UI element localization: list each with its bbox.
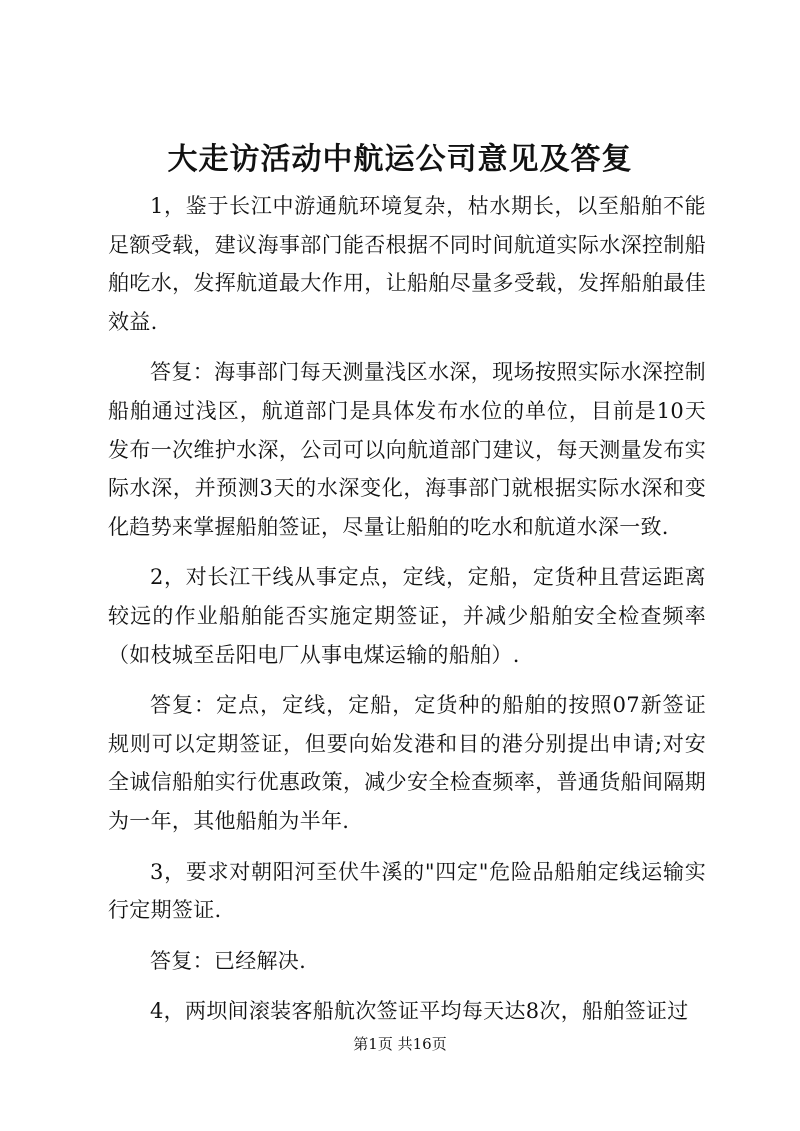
document-title: 大走访活动中航运公司意见及答复 [167,142,633,177]
paragraph-2: 答复：海事部门每天测量浅区水深，现场按照实际水深控制船舶通过浅区，航道部门是具体发布水位的单位，目前是10天发布一次维护水深，公司可以向航道部门建议，每天测量发布实际水深，并预测3天的水深变化，海事部门就根据实际水深和变化趋势来掌握船舶签证，尽量让船舶的吃水和航道水深一致. [108,360,706,539]
page-footer: 第1页 共16页 [353,1035,447,1053]
paragraph-7: 4，两坝间滚装客船航次签证平均每天达8次，船舶签证过 [150,999,689,1024]
paragraph-3: 2，对长江干线从事定点，定线，定船，定货种且营运距离较远的作业船舶能否实施定期签证，并减少船舶安全检查频率（如枝城至岳阳电厂从事电煤运输的船舶）. [108,565,706,667]
document-body [108,187,706,1043]
paragraph-1: 1，鉴于长江中游通航环境复杂，枯水期长，以至船舶不能足额受载，建议海事部门能否根据不同时间航道实际水深控制船舶吃水，发挥航道最大作用，让船舶尽量多受载，发挥船舶最佳效益. [108,194,706,334]
paragraph-6: 答复：已经解决. [150,948,307,973]
paragraph-4: 答复：定点，定线，定船，定货种的船舶的按照07新签证规则可以定期签证，但要向始发港和目的港分别提出申请;对安全诚信船舶实行优惠政策，减少安全检查频率，普通货船间隔期为一年，其他船舶为半年. [108,693,706,833]
paragraph-5: 3，要求对朝阳河至伏牛溪的"四定"危险品船舶定线运输实行定期签证. [108,859,706,923]
